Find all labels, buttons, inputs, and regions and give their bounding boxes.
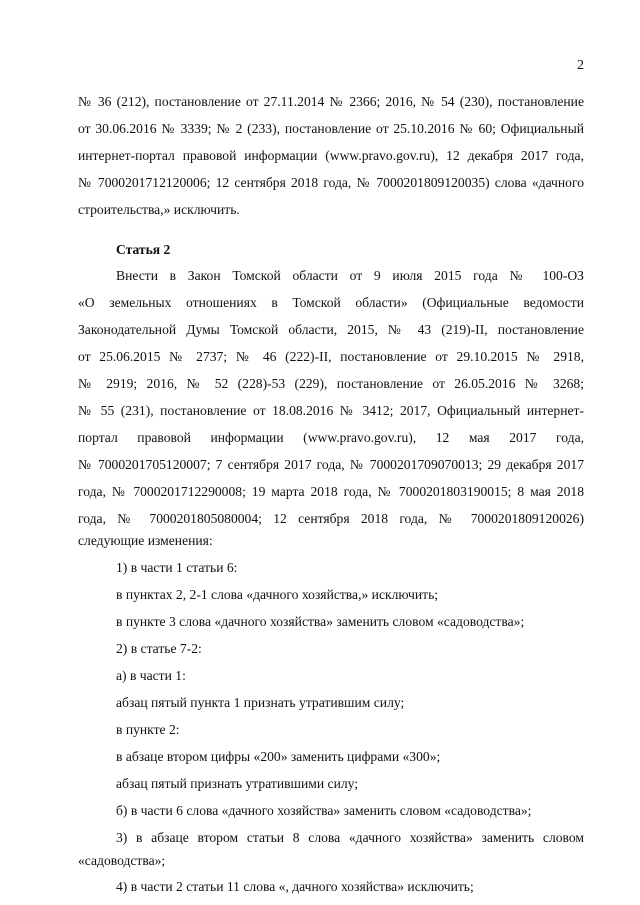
change-item: в пункте 2: [116, 722, 180, 737]
change-item: в абзаце втором цифры «200» заменить цифрами «300»; [116, 749, 441, 764]
article-line: следующие изменения: [78, 533, 213, 548]
intro-line: строительства,» исключить. [78, 202, 240, 217]
change-item: абзац пятый признать утратившими силу; [116, 776, 359, 791]
article-line: «О земельных отношениях в Томской области» (Официальные ведомости [78, 295, 584, 310]
change-item: б) в части 6 слова «дачного хозяйства» заменить словом «садоводства»; [116, 803, 532, 818]
article-line: № 7000201705120007; 7 сентября 2017 года, № 7000201709070013; 29 декабря 2017 [78, 457, 584, 472]
article-line: года, № 7000201712290008; 19 марта 2018 года, № 7000201803190015; 8 мая 2018 [78, 484, 584, 499]
intro-line: № 7000201712120006; 12 сентября 2018 года, № 7000201809120035) слова «дачного [78, 175, 584, 190]
article-line: года, № 7000201805080004; 12 сентября 2018 года, № 7000201809120026) [78, 511, 584, 526]
change-item: а) в части 1: [116, 668, 186, 683]
article-line: № 55 (231), постановление от 18.08.2016 № 3412; 2017, Официальный интернет- [78, 403, 584, 418]
article-line: Внести в Закон Томской области от 9 июля 2015 года № 100-ОЗ [116, 268, 584, 283]
article-heading: Статья 2 [116, 242, 171, 257]
change-item: 4) в части 2 статьи 11 слова «, дачного хозяйства» исключить; [116, 879, 474, 894]
article-line: Законодательной Думы Томской области, 2015, № 43 (219)-II, постановление [78, 322, 584, 337]
intro-line: интернет-портал правовой информации (www.pravo.gov.ru), 12 декабря 2017 года, [78, 148, 584, 163]
change-item: 1) в части 1 статьи 6: [116, 560, 238, 575]
article-line: № 2919; 2016, № 52 (228)-53 (229), постановление от 26.05.2016 № 3268; [78, 376, 584, 391]
article-line: от 25.06.2015 № 2737; № 46 (222)-II, постановление от 29.10.2015 № 2918, [78, 349, 584, 364]
intro-line: № 36 (212), постановление от 27.11.2014 № 2366; 2016, № 54 (230), постановление [78, 94, 584, 109]
change-item: 3) в абзаце втором статьи 8 слова «дачного хозяйства» заменить словом [116, 830, 584, 845]
article-line: портал правовой информации (www.pravo.gov.ru), 12 мая 2017 года, [78, 430, 584, 445]
change-item: в пункте 3 слова «дачного хозяйства» заменить словом «садоводства»; [116, 614, 525, 629]
intro-line: от 30.06.2016 № 3339; № 2 (233), постановление от 25.10.2016 № 60; Официальный [78, 121, 584, 136]
page-number: 2 [577, 58, 584, 73]
change-item: в пунктах 2, 2-1 слова «дачного хозяйства,» исключить; [116, 587, 439, 602]
change-item: 2) в статье 7-2: [116, 641, 202, 656]
change-item: абзац пятый пункта 1 признать утратившим силу; [116, 695, 405, 710]
change-item: «садоводства»; [78, 853, 166, 868]
